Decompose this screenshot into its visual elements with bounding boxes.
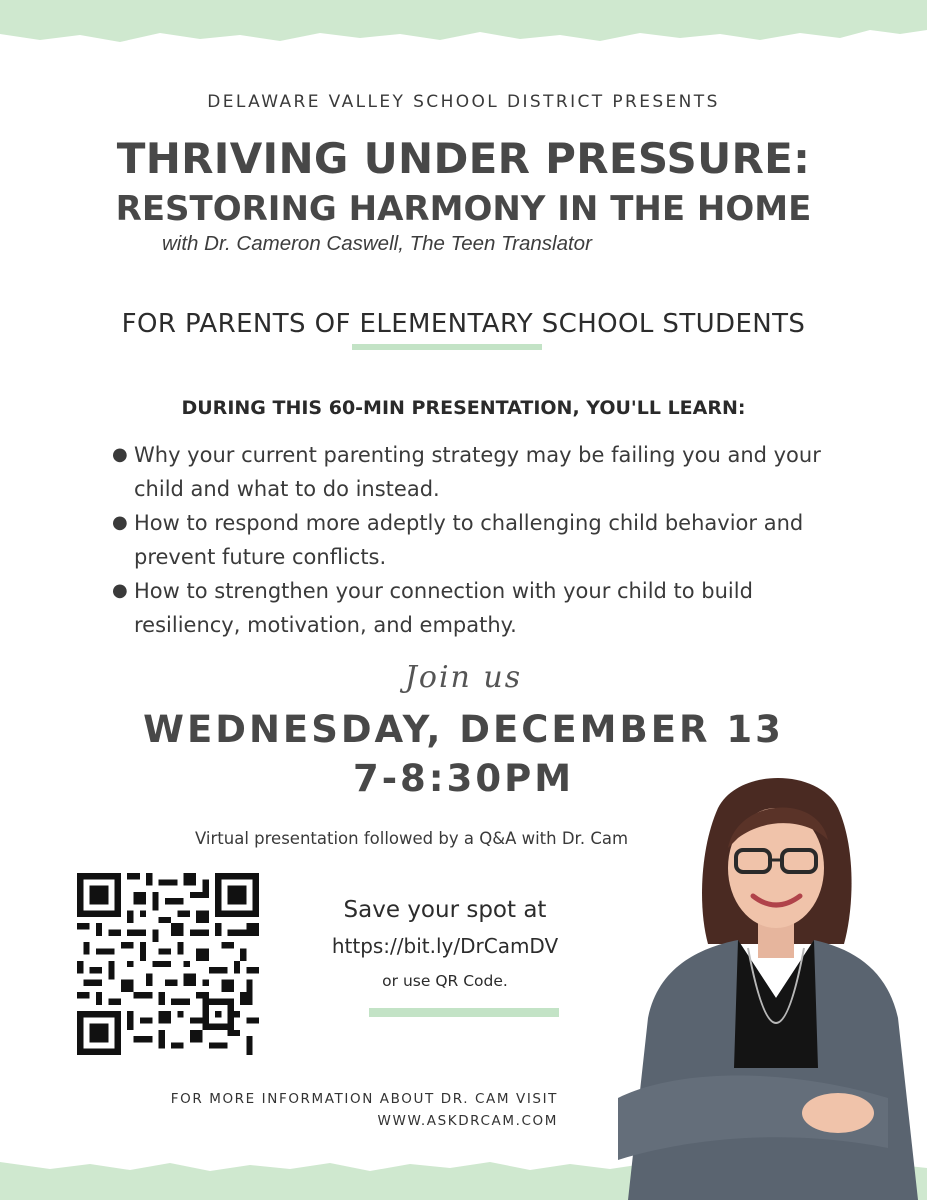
website-link[interactable]: WWW.ASKDRCAM.COM xyxy=(377,1113,558,1129)
audience-underline xyxy=(352,344,542,350)
qr-code-icon[interactable] xyxy=(77,873,259,1055)
event-date: WEDNESDAY, DECEMBER 13 xyxy=(143,708,784,751)
bullet-icon: ● xyxy=(112,444,128,465)
join-us-script xyxy=(0,654,927,704)
list-item-text: How to respond more adeptly to challenging child behavior and prevent future conflicts. xyxy=(134,511,804,569)
speaker-photo xyxy=(588,768,927,1200)
more-info xyxy=(100,1088,558,1132)
bullet-icon: ● xyxy=(112,580,128,601)
more-info-line: FOR MORE INFORMATION ABOUT DR. CAM VISIT xyxy=(170,1091,558,1107)
list-item xyxy=(112,506,834,574)
qr-note: or use QR Code. xyxy=(382,972,508,990)
top-brush-stroke xyxy=(0,0,927,52)
presenter-line: DELAWARE VALLEY SCHOOL DISTRICT PRESENTS xyxy=(207,92,720,112)
list-item xyxy=(112,438,834,506)
registration-underline xyxy=(369,1008,559,1017)
event-subtitle-title: RESTORING HARMONY IN THE HOME xyxy=(115,189,812,229)
virtual-note: Virtual presentation followed by a Q&A with Dr. Cam xyxy=(195,829,629,848)
list-item-text: Why your current parenting strategy may be failing you and your child and what to do instead. xyxy=(134,443,821,501)
join-us-text: Join us xyxy=(404,660,523,695)
speaker-line: with Dr. Cameron Caswell, The Teen Translator xyxy=(162,232,592,255)
bullet-icon: ● xyxy=(112,512,128,533)
learn-list xyxy=(112,438,834,642)
audience-line: FOR PARENTS OF ELEMENTARY SCHOOL STUDENTS xyxy=(121,309,806,339)
registration-link[interactable]: https://bit.ly/DrCamDV xyxy=(331,934,559,958)
event-time: 7-8:30PM xyxy=(352,757,575,800)
list-item xyxy=(112,574,834,642)
save-spot-text: Save your spot at xyxy=(343,897,547,923)
learn-heading: DURING THIS 60-MIN PRESENTATION, YOU'LL LEARN: xyxy=(181,397,746,419)
event-title: THRIVING UNDER PRESSURE: xyxy=(116,134,811,183)
list-item-text: How to strengthen your connection with your child to build resiliency, motivation, and empathy. xyxy=(134,579,753,637)
